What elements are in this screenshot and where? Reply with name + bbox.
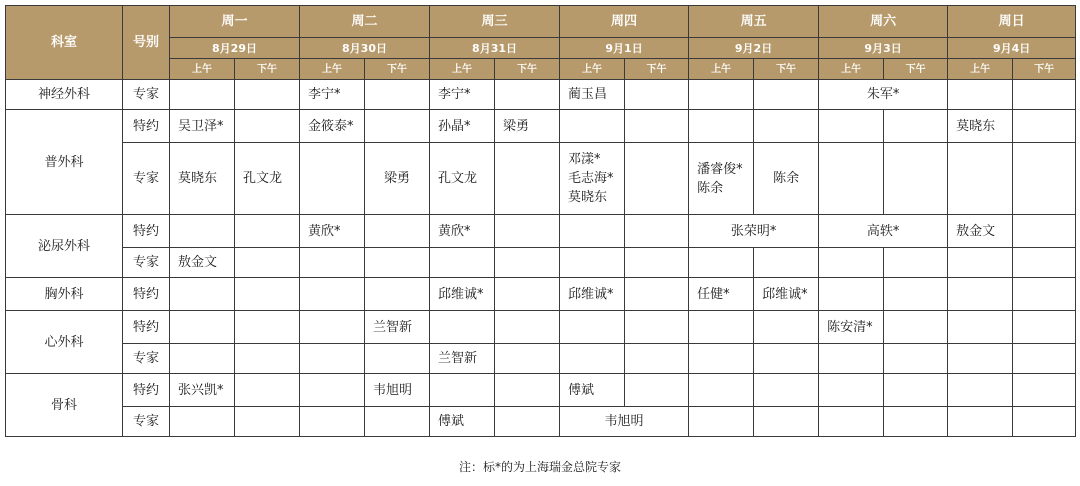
slot-cell: 高轶* [819,215,948,248]
slot-cell: 莫晓东 [948,110,1013,143]
doctor-name: 潘睿俊* [697,161,743,177]
slot-cell [170,278,235,311]
table-row [6,248,1076,278]
slot-cell [235,80,300,110]
type-cell: 专家 [123,80,170,110]
type-cell: 特约 [123,215,170,248]
date-header-fri: 9月2日 [689,38,819,59]
slot-cell [625,110,689,143]
slot-cell: 张荣明* [689,215,819,248]
multi-name-list [697,160,743,198]
slot-cell [884,143,948,215]
slot-cell [884,374,948,407]
pm-header: 下午 [235,59,300,80]
slot-cell: 兰智新 [365,311,430,344]
doctor-name: 邓漾* [568,152,601,167]
slot-cell [625,278,689,311]
slot-cell [235,248,300,278]
slot-cell [365,248,430,278]
slot-cell [884,407,948,437]
pm-header: 下午 [884,59,948,80]
slot-cell [560,311,625,344]
pm-header: 下午 [495,59,560,80]
type-cell: 专家 [123,344,170,374]
am-header: 上午 [560,59,625,80]
pm-header: 下午 [625,59,689,80]
table-row [6,278,1076,311]
slot-cell [235,344,300,374]
date-header-sun: 9月4日 [948,38,1076,59]
slot-cell: 兰智新 [430,344,495,374]
slot-cell [170,407,235,437]
slot-cell [300,143,365,215]
slot-cell: 敖金文 [948,215,1013,248]
slot-cell: 李宁* [430,80,495,110]
slot-cell [235,215,300,248]
slot-cell: 孔文龙 [235,143,300,215]
table-row [6,311,1076,344]
dept-header: 科室 [6,6,123,80]
type-cell: 特约 [123,311,170,344]
slot-cell: 韦旭明 [365,374,430,407]
day-header-sat: 周六 [819,6,948,38]
slot-cell [430,374,495,407]
slot-cell: 孔文龙 [430,143,495,215]
day-header-mon: 周一 [170,6,300,38]
slot-cell: 朱军* [819,80,948,110]
slot-cell [235,278,300,311]
day-header-tue: 周二 [300,6,430,38]
slot-cell: 邱维诚* [430,278,495,311]
slot-cell [495,407,560,437]
slot-cell [819,278,884,311]
slot-cell [365,344,430,374]
multi-name-list [568,150,614,207]
slot-cell [300,278,365,311]
day-header-wed: 周三 [430,6,560,38]
slot-cell [495,215,560,248]
slot-cell: 莫晓东 [170,143,235,215]
type-cell: 专家 [123,407,170,437]
slot-cell: 敖金文 [170,248,235,278]
pm-header: 下午 [365,59,430,80]
slot-cell [754,110,819,143]
slot-cell [495,248,560,278]
table-row [6,80,1076,110]
pm-header: 下午 [1013,59,1076,80]
slot-cell: 吴卫泽* [170,110,235,143]
slot-cell [170,80,235,110]
slot-cell [948,80,1013,110]
am-header: 上午 [819,59,884,80]
slot-cell: 金筱泰* [300,110,365,143]
date-header-tue: 8月30日 [300,38,430,59]
slot-cell: 蔺玉昌 [560,80,625,110]
date-header-thu: 9月1日 [560,38,689,59]
slot-cell [948,407,1013,437]
slot-cell [689,110,754,143]
slot-cell [625,311,689,344]
slot-cell [948,143,1013,215]
slot-cell [948,311,1013,344]
table-row [6,407,1076,437]
slot-cell [819,143,884,215]
day-header-sun: 周日 [948,6,1076,38]
slot-cell [1013,344,1076,374]
slot-cell [754,311,819,344]
slot-cell [625,215,689,248]
slot-cell [948,344,1013,374]
slot-cell-multi [560,143,625,215]
slot-cell [625,248,689,278]
type-cell: 特约 [123,278,170,311]
table-row [6,143,1076,215]
table-row [6,344,1076,374]
slot-cell [948,278,1013,311]
table-row [6,110,1076,143]
slot-cell [754,80,819,110]
slot-cell [625,143,689,215]
slot-cell [235,311,300,344]
slot-cell [365,278,430,311]
dept-cell: 胸外科 [6,278,123,311]
slot-cell [365,110,430,143]
slot-cell [235,374,300,407]
am-header: 上午 [948,59,1013,80]
dept-cell: 普外科 [6,110,123,215]
slot-cell: 韦旭明 [560,407,689,437]
slot-cell [884,110,948,143]
doctor-name: 陈余 [697,180,724,196]
slot-cell [689,311,754,344]
slot-cell [170,311,235,344]
slot-cell: 梁勇 [365,143,430,215]
type-cell: 特约 [123,110,170,143]
table-row [6,374,1076,407]
slot-cell-multi [689,143,754,215]
slot-cell: 黄欣* [300,215,365,248]
date-header-mon: 8月29日 [170,38,300,59]
slot-cell [819,248,884,278]
schedule-table [5,5,1076,437]
slot-cell: 傅斌 [560,374,625,407]
slot-cell [1013,80,1076,110]
slot-cell [1013,110,1076,143]
slot-cell [495,311,560,344]
slot-cell [300,248,365,278]
dept-cell: 骨科 [6,374,123,437]
dept-cell: 神经外科 [6,80,123,110]
slot-cell [754,248,819,278]
slot-cell [625,374,689,407]
slot-cell [235,110,300,143]
slot-cell [819,110,884,143]
slot-cell [560,215,625,248]
doctor-name: 莫晓东 [568,190,608,205]
slot-cell [560,248,625,278]
slot-cell [495,80,560,110]
day-header-thu: 周四 [560,6,689,38]
slot-cell [884,278,948,311]
slot-cell [689,374,754,407]
footnote: 注：标*的为上海瑞金总院专家 [458,460,621,474]
dept-cell: 心外科 [6,311,123,374]
slot-cell [689,248,754,278]
type-cell: 专家 [123,248,170,278]
slot-cell [495,374,560,407]
slot-cell [1013,143,1076,215]
slot-cell: 任健* [689,278,754,311]
slot-cell: 邱维诚* [560,278,625,311]
slot-cell [754,344,819,374]
type-cell: 特约 [123,374,170,407]
slot-cell [754,374,819,407]
slot-cell [754,407,819,437]
am-header: 上午 [300,59,365,80]
slot-cell: 邱维诚* [754,278,819,311]
slot-cell: 陈安清* [819,311,884,344]
slot-cell [300,311,365,344]
type-header: 号别 [123,6,170,80]
day-header-fri: 周五 [689,6,819,38]
slot-cell [819,344,884,374]
slot-cell [430,248,495,278]
slot-cell [495,344,560,374]
slot-cell [625,344,689,374]
slot-cell [495,143,560,215]
table-row [6,215,1076,248]
pm-header: 下午 [754,59,819,80]
slot-cell [1013,215,1076,248]
type-cell: 专家 [123,143,170,215]
slot-cell [625,80,689,110]
slot-cell [495,278,560,311]
dept-cell: 泌尿外科 [6,215,123,278]
slot-cell [689,407,754,437]
slot-cell [884,344,948,374]
slot-cell [170,215,235,248]
slot-cell [1013,248,1076,278]
slot-cell: 梁勇 [495,110,560,143]
slot-cell [300,407,365,437]
slot-cell [819,374,884,407]
slot-cell [300,374,365,407]
am-header: 上午 [689,59,754,80]
slot-cell: 傅斌 [430,407,495,437]
slot-cell [948,248,1013,278]
slot-cell [560,110,625,143]
slot-cell [884,248,948,278]
slot-cell: 黄欣* [430,215,495,248]
doctor-name: 毛志海* [568,171,614,186]
slot-cell [170,344,235,374]
slot-cell [560,344,625,374]
date-header-wed: 8月31日 [430,38,560,59]
slot-cell [430,311,495,344]
slot-cell [365,407,430,437]
am-header: 上午 [430,59,495,80]
slot-cell [884,311,948,344]
slot-cell [689,80,754,110]
date-header-sat: 9月3日 [819,38,948,59]
slot-cell [235,407,300,437]
slot-cell [300,344,365,374]
slot-cell: 陈余 [754,143,819,215]
slot-cell [1013,407,1076,437]
slot-cell [1013,311,1076,344]
slot-cell: 张兴凯* [170,374,235,407]
slot-cell: 孙晶* [430,110,495,143]
slot-cell [819,407,884,437]
slot-cell [689,344,754,374]
schedule-wrapper [5,5,1076,437]
am-header: 上午 [170,59,235,80]
slot-cell [1013,278,1076,311]
slot-cell [948,374,1013,407]
slot-cell: 李宁* [300,80,365,110]
slot-cell [1013,374,1076,407]
slot-cell [365,80,430,110]
slot-cell [365,215,430,248]
